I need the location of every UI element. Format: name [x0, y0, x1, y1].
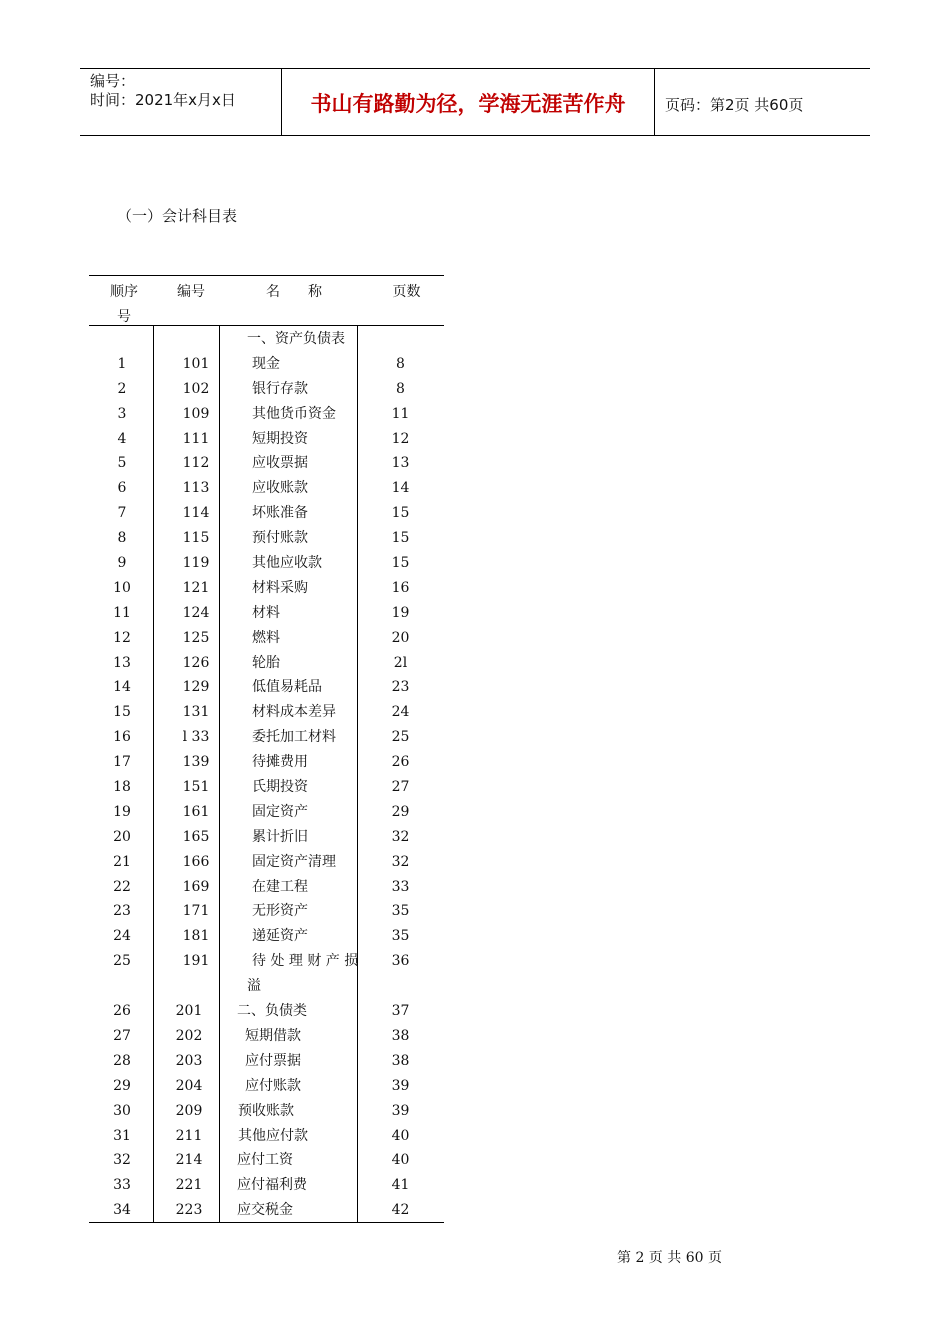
- cell-code: 129: [182, 679, 210, 696]
- header-motto: 书山有路勤为径，学海无涯苦作舟: [310, 92, 626, 116]
- cell-seq: 11: [113, 604, 131, 621]
- cell-name: 燃料: [252, 629, 280, 646]
- table-row: [89, 651, 444, 676]
- cell-page: 39: [391, 1077, 410, 1094]
- cell-name: 轮胎: [252, 654, 280, 671]
- cell-seq: 3: [117, 405, 127, 422]
- cell-name: 预付账款: [252, 530, 308, 547]
- table-row: [89, 1099, 444, 1124]
- cell-seq: 12: [113, 629, 131, 646]
- cell-page: 2l: [393, 654, 408, 671]
- cell-code: 109: [182, 405, 210, 422]
- cell-page: 14: [391, 480, 410, 497]
- cell-code: 131: [182, 704, 210, 721]
- table-row: [89, 800, 444, 825]
- cell-seq: 22: [113, 878, 131, 895]
- cell-page: 37: [391, 1003, 410, 1020]
- cell-seq: 28: [113, 1052, 131, 1069]
- cell-page: 11: [391, 405, 410, 422]
- cell-code: 221: [175, 1177, 203, 1194]
- header-divider-right: [654, 68, 655, 136]
- cell-seq: 20: [113, 828, 131, 845]
- table-row: [89, 999, 444, 1024]
- cell-name: 应付账款: [245, 1077, 301, 1094]
- cell-name: 材料采购: [252, 579, 308, 596]
- cell-page: 15: [391, 555, 410, 572]
- cell-name: 材料: [252, 604, 280, 621]
- cell-code: 102: [182, 380, 210, 397]
- cell-page: 42: [391, 1202, 410, 1219]
- cell-page: 15: [391, 530, 410, 547]
- cell-name: 应付福利费: [237, 1177, 307, 1194]
- cell-page: 40: [391, 1127, 410, 1144]
- cell-page: 8: [396, 355, 405, 372]
- cell-code: 203: [175, 1052, 203, 1069]
- cell-code: 151: [182, 779, 210, 796]
- cell-page: 16: [391, 579, 410, 596]
- section-title: （一）会计科目表: [117, 207, 238, 225]
- cell-page: 12: [391, 430, 410, 447]
- cell-seq: 25: [113, 953, 131, 970]
- table-row: [89, 476, 444, 501]
- cell-page: 15: [391, 505, 410, 522]
- cell-code: 125: [182, 629, 210, 646]
- cell-name: 材料成本差异: [252, 704, 336, 721]
- table-row: [89, 402, 444, 427]
- table-row: [89, 924, 444, 949]
- cell-page: 24: [391, 704, 410, 721]
- header-number-label: 编号：: [90, 72, 136, 90]
- cell-seq: 31: [113, 1127, 131, 1144]
- cell-seq: 30: [113, 1102, 131, 1119]
- cell-code: 181: [182, 928, 210, 945]
- cell-name: 累计折旧: [252, 828, 308, 845]
- table-row: [89, 501, 444, 526]
- cell-name: 应交税金: [237, 1202, 293, 1219]
- table-row: [89, 875, 444, 900]
- cell-seq: 32: [113, 1152, 131, 1169]
- cell-page: 40: [391, 1152, 410, 1169]
- cell-code: 115: [182, 530, 210, 547]
- cell-seq: 15: [113, 704, 131, 721]
- cell-seq: 23: [113, 903, 131, 920]
- table-row: [89, 526, 444, 551]
- table-row: [89, 451, 444, 476]
- cell-seq: 14: [113, 679, 131, 696]
- header-seq-line1: 顺序: [110, 284, 138, 300]
- cell-page: 20: [391, 629, 410, 646]
- cell-name: 应收票据: [252, 455, 308, 472]
- header-bottom-rule: [80, 135, 870, 136]
- cell-name: 二、负债类: [237, 1003, 307, 1020]
- cell-name: 应付票据: [245, 1052, 301, 1069]
- cell-name: 在建工程: [252, 878, 308, 895]
- cell-page: 35: [391, 903, 410, 920]
- cell-code: 111: [182, 430, 210, 447]
- cell-page: 32: [391, 853, 410, 870]
- table-row: [89, 850, 444, 875]
- cell-code: 191: [182, 953, 210, 970]
- cell-name: 银行存款: [252, 380, 308, 397]
- header-time-label: 时间：2021年x月x日: [90, 91, 236, 109]
- cell-name: 其他货币资金: [252, 405, 336, 422]
- cell-seq: 8: [117, 530, 127, 547]
- table-top-rule: [89, 275, 444, 276]
- header-code: 编号: [177, 284, 205, 300]
- cell-name: 现金: [252, 355, 280, 372]
- table-row: [89, 601, 444, 626]
- page-footer: 第 2 页 共 60 页: [617, 1250, 722, 1266]
- cell-seq: 34: [113, 1202, 131, 1219]
- table-row: [89, 1148, 444, 1173]
- table-row: [89, 427, 444, 452]
- cell-name: 短期投资: [252, 430, 308, 447]
- table-row: [89, 551, 444, 576]
- cell-seq: 24: [113, 928, 131, 945]
- cell-code: 165: [182, 828, 210, 845]
- cell-code: 166: [182, 853, 210, 870]
- cell-page: 25: [391, 729, 410, 746]
- table-row: [89, 1024, 444, 1049]
- cell-code: 101: [182, 355, 210, 372]
- cell-code: 139: [182, 754, 210, 771]
- cell-name: 其他应付款: [238, 1127, 308, 1144]
- cell-page: 23: [391, 679, 410, 696]
- cell-name: 其他应收款: [252, 555, 322, 572]
- cell-seq: 21: [113, 853, 131, 870]
- cell-code: 204: [175, 1077, 203, 1094]
- cell-seq: 4: [117, 430, 127, 447]
- table-row: [89, 1173, 444, 1198]
- cell-page: 13: [391, 455, 410, 472]
- table-row: [89, 327, 444, 352]
- cell-seq: 13: [113, 654, 131, 671]
- cell-page: 39: [391, 1102, 410, 1119]
- cell-code: 124: [182, 604, 210, 621]
- cell-seq: 2: [117, 380, 127, 397]
- table-row: [89, 974, 444, 999]
- cell-seq: 17: [113, 754, 131, 771]
- table-row: [89, 377, 444, 402]
- cell-name: 应收账款: [252, 480, 308, 497]
- cell-code: 114: [182, 505, 210, 522]
- cell-code: 121: [182, 579, 210, 596]
- cell-code: 113: [182, 480, 210, 497]
- cell-seq: 33: [113, 1177, 131, 1194]
- cell-page: 33: [391, 878, 410, 895]
- cell-code: 169: [182, 878, 210, 895]
- cell-page: 36: [391, 953, 410, 970]
- cell-seq: 19: [113, 803, 131, 820]
- cell-code: 211: [175, 1127, 203, 1144]
- table-row: [89, 825, 444, 850]
- cell-page: 27: [391, 779, 410, 796]
- header-meta: [90, 72, 236, 110]
- cell-name: 应付工资: [237, 1152, 293, 1169]
- cell-page: 32: [391, 828, 410, 845]
- cell-code: 202: [175, 1027, 203, 1044]
- cell-page: 8: [396, 380, 405, 397]
- cell-seq: 18: [113, 779, 131, 796]
- table-row: [89, 576, 444, 601]
- table-row: [89, 1074, 444, 1099]
- cell-name: 委托加工材料: [252, 729, 336, 746]
- header-seq-line2: 号: [117, 309, 131, 325]
- header-seq: [89, 280, 159, 330]
- accounts-table: [89, 275, 444, 1223]
- cell-seq: 9: [117, 555, 127, 572]
- cell-name: 短期借款: [245, 1027, 301, 1044]
- cell-name: 溢: [247, 978, 261, 995]
- table-row: [89, 775, 444, 800]
- cell-page: 35: [391, 928, 410, 945]
- cell-page: 26: [391, 754, 410, 771]
- header-page-info: 页码：第2页 共60页: [665, 96, 804, 114]
- cell-name: 固定资产: [252, 803, 308, 820]
- table-row: [89, 626, 444, 651]
- cell-code: 209: [175, 1102, 203, 1119]
- cell-code: l 33: [182, 729, 210, 746]
- header-name: 名 称: [266, 284, 322, 300]
- table-row: [89, 1049, 444, 1074]
- cell-name: 一、资产负债表: [247, 331, 345, 347]
- cell-seq: 16: [113, 729, 131, 746]
- cell-seq: 27: [113, 1027, 131, 1044]
- header-top-rule: [80, 68, 870, 69]
- cell-page: 38: [391, 1052, 410, 1069]
- cell-name: 无形资产: [252, 903, 308, 920]
- table-row: [89, 1198, 444, 1223]
- table-row: [89, 899, 444, 924]
- table-row: [89, 675, 444, 700]
- cell-code: 161: [182, 803, 210, 820]
- cell-seq: 26: [113, 1003, 131, 1020]
- cell-page: 38: [391, 1027, 410, 1044]
- cell-name: 坏账准备: [252, 505, 308, 522]
- table-row: [89, 352, 444, 377]
- cell-code: 223: [175, 1202, 203, 1219]
- cell-name: 低值易耗品: [252, 679, 322, 696]
- table-row: [89, 700, 444, 725]
- cell-name: 待 处 理 财 产 损: [252, 953, 359, 970]
- cell-code: 201: [175, 1003, 203, 1020]
- table-row: [89, 949, 444, 974]
- cell-name: 待摊费用: [252, 754, 308, 771]
- cell-name: 氏期投资: [252, 779, 308, 796]
- table-body: [89, 327, 444, 1223]
- cell-name: 固定资产清理: [252, 853, 336, 870]
- table-row: [89, 1124, 444, 1149]
- cell-name: 递延资产: [252, 928, 308, 945]
- header-page: 页数: [392, 284, 421, 300]
- table-row: [89, 750, 444, 775]
- cell-seq: 6: [117, 480, 127, 497]
- cell-code: 119: [182, 555, 210, 572]
- cell-code: 171: [182, 903, 210, 920]
- cell-code: 126: [182, 654, 210, 671]
- cell-page: 19: [391, 604, 410, 621]
- cell-code: 112: [182, 455, 210, 472]
- cell-seq: 1: [117, 355, 127, 372]
- cell-seq: 10: [113, 579, 131, 596]
- cell-seq: 5: [117, 455, 127, 472]
- cell-seq: 29: [113, 1077, 131, 1094]
- cell-seq: 7: [117, 505, 127, 522]
- cell-code: 214: [175, 1152, 203, 1169]
- cell-page: 41: [391, 1177, 410, 1194]
- cell-name: 预收账款: [238, 1102, 294, 1119]
- table-row: [89, 725, 444, 750]
- cell-page: 29: [391, 803, 410, 820]
